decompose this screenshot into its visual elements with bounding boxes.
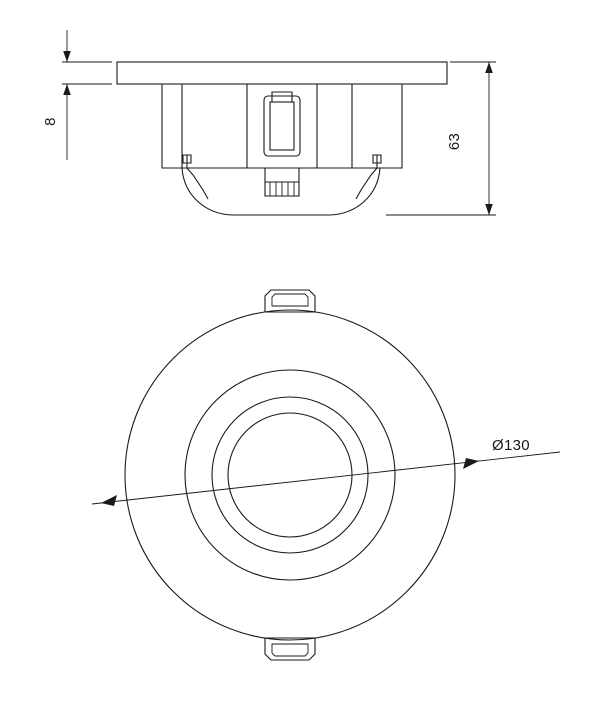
lamp-holder-inner — [270, 102, 294, 150]
arrow-diameter-right — [463, 458, 479, 469]
bevel-ring-circle — [185, 370, 395, 580]
terminal-contacts — [270, 182, 294, 196]
dimension-label-thickness: 8 — [41, 117, 59, 126]
lamp-holder-terminals — [272, 96, 292, 102]
lamp-holder-outline — [264, 96, 300, 156]
aperture-inner-circle — [228, 413, 352, 537]
dimension-label-height: 63 — [446, 132, 464, 151]
reflector-arc — [182, 168, 380, 215]
plan-clip-tab-bottom-inner — [272, 644, 308, 656]
dimension-diameter — [92, 452, 560, 506]
side-section-view — [117, 62, 447, 215]
outer-rim-circle — [125, 310, 455, 640]
dimension-label-diameter: Ø130 — [492, 437, 530, 454]
plan-clip-tab-top-inner — [272, 294, 308, 306]
dim-line-diameter — [92, 452, 560, 504]
arrow-thickness-bottom — [63, 84, 71, 95]
arrow-height-bottom — [485, 204, 493, 215]
dimension-thickness — [62, 30, 112, 160]
arrow-height-top — [485, 62, 493, 73]
aperture-outer-circle — [212, 397, 368, 553]
plan-clip-tab-bottom — [265, 638, 315, 660]
arrow-thickness-top — [63, 51, 71, 62]
flange-plate — [117, 62, 447, 84]
spring-clip-right — [356, 155, 377, 199]
top-plan-view — [125, 290, 455, 660]
plan-clip-tab-top — [265, 290, 315, 312]
housing-body — [162, 84, 402, 168]
arrow-diameter-left — [101, 495, 117, 506]
lamp-holder-notch — [272, 92, 292, 96]
